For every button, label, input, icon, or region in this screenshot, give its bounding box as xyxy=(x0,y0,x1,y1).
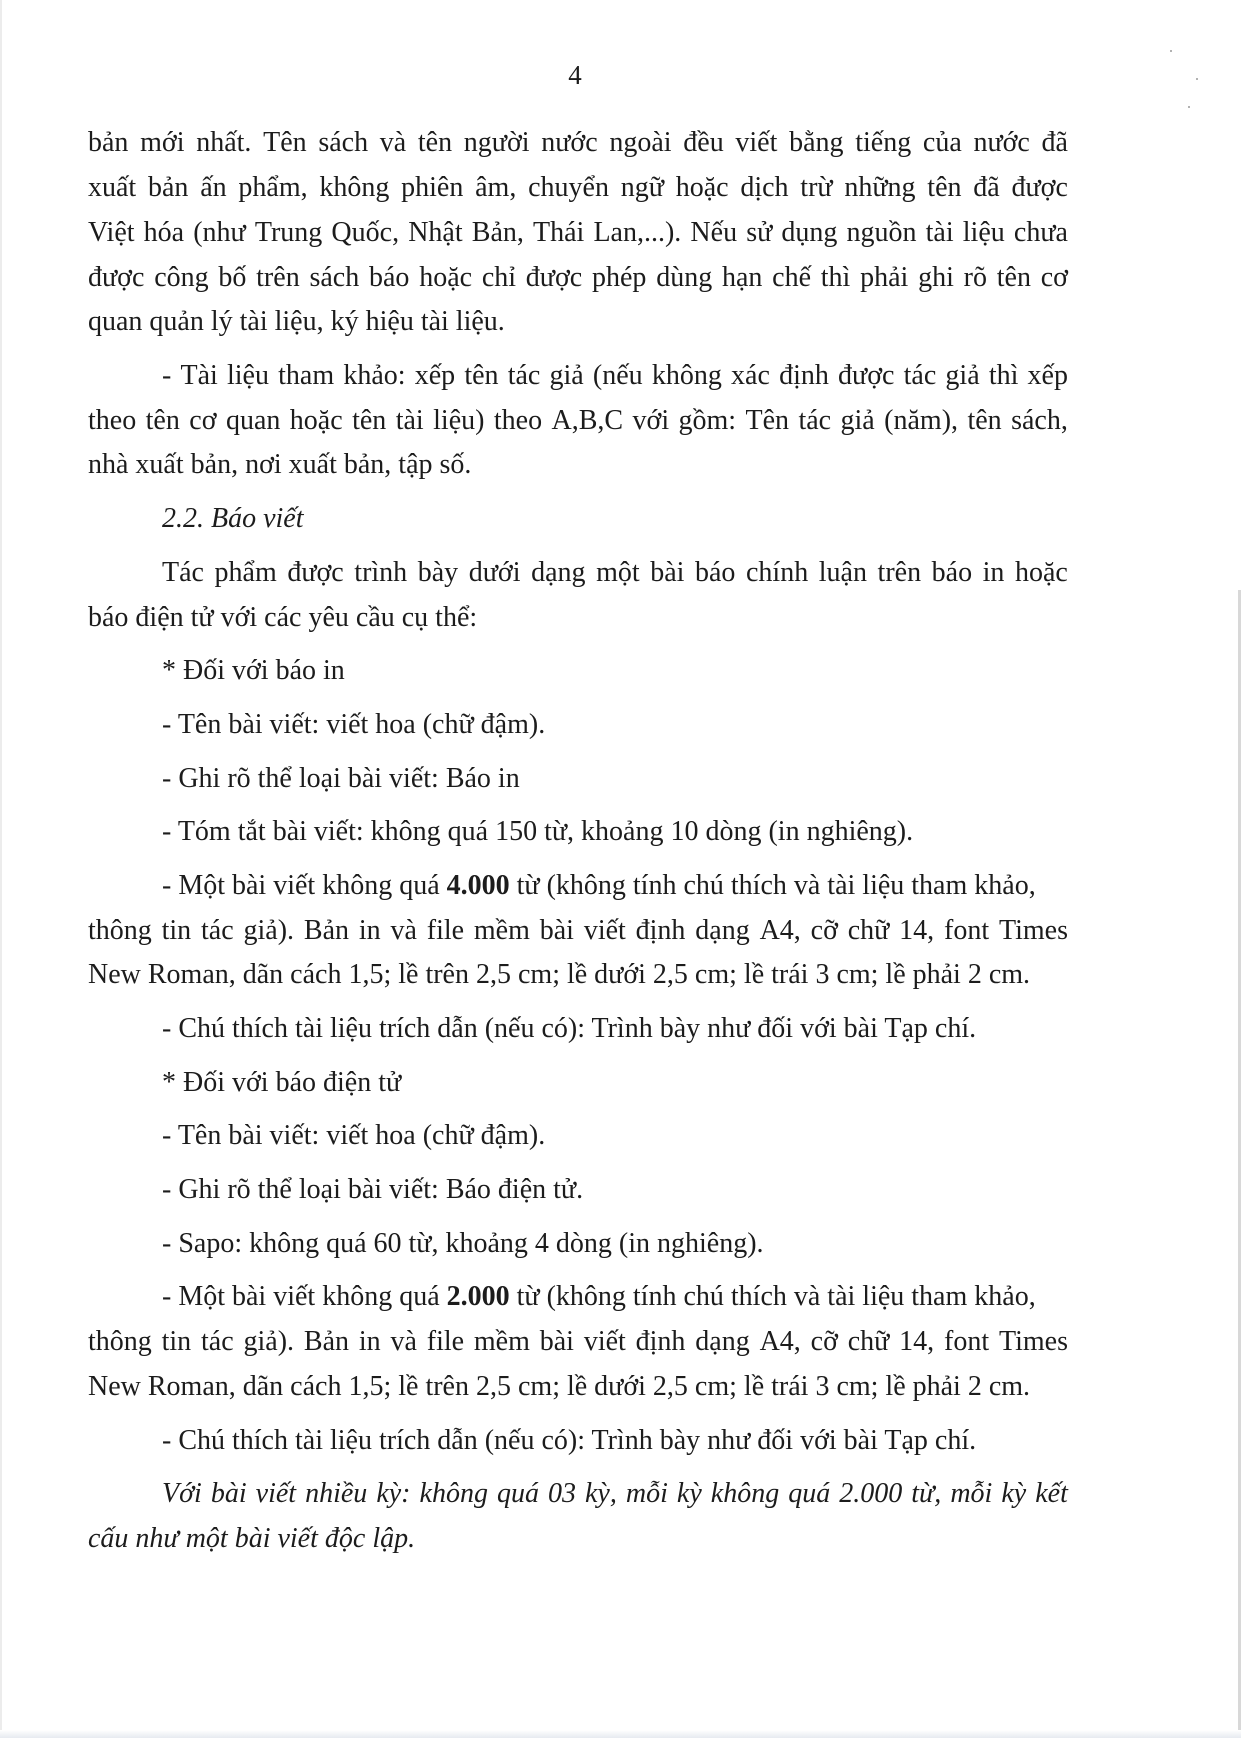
word: in xyxy=(358,1326,381,1357)
word: phiên xyxy=(401,172,464,203)
word: mỗi xyxy=(950,1478,993,1509)
word: nước xyxy=(973,127,1030,158)
word: đã xyxy=(973,172,1000,203)
scan-speck xyxy=(1196,78,1198,80)
word: trên xyxy=(256,262,300,293)
word: ấn xyxy=(200,172,227,203)
word: quá xyxy=(788,1478,831,1509)
word: Tên xyxy=(745,405,790,436)
word: bản xyxy=(88,127,129,158)
word: tên xyxy=(967,405,1002,436)
word: Tác xyxy=(162,557,204,588)
word: thì xyxy=(988,360,1019,391)
print-citation-rule: - Chú thích tài liệu trích dẫn (nếu có): Trình bày như đối với bài Tạp chí. xyxy=(162,1013,977,1044)
word: định xyxy=(779,360,829,391)
word: phép xyxy=(591,262,647,293)
word: nhất. xyxy=(196,127,252,158)
word: tên xyxy=(996,262,1031,293)
word: Bản, xyxy=(471,217,524,248)
word: (như xyxy=(193,217,246,248)
word: - xyxy=(162,360,172,391)
word: tác xyxy=(201,1326,234,1357)
word: trừ xyxy=(800,172,833,203)
word: hoặc xyxy=(675,172,729,203)
word: Nếu xyxy=(690,217,738,248)
word: bản xyxy=(147,172,189,203)
word: tin xyxy=(161,1326,192,1357)
online-genre-rule: - Ghi rõ thể loại bài viết: Báo điện tử. xyxy=(162,1174,584,1205)
word: viết xyxy=(583,1326,626,1357)
scan-speck xyxy=(1170,50,1172,52)
word: từ, xyxy=(911,1478,942,1509)
word: chính xyxy=(745,557,809,588)
word: trên xyxy=(877,557,922,588)
word: thông xyxy=(88,1326,152,1357)
print-format-line-3: New Roman, dãn cách 1,5; lề trên 2,5 cm; lề dưới 2,5 cm; lề trái 3 cm; lề phải 2 cm. xyxy=(88,959,1031,990)
print-header: * Đối với báo in xyxy=(162,655,345,686)
word: kỳ: xyxy=(376,1478,411,1509)
word: tên xyxy=(352,405,387,436)
para1-line-2 xyxy=(88,171,1068,205)
print-summary-rule: - Tóm tắt bài viết: không quá 150 từ, khoảng 10 dòng (in nghiêng). xyxy=(162,816,914,847)
word: 2.000 xyxy=(839,1478,903,1509)
references-line-2 xyxy=(88,404,1068,438)
word: không xyxy=(419,1478,488,1509)
word: Lan,...). xyxy=(593,217,682,248)
word: không xyxy=(319,172,390,203)
word: Với xyxy=(162,1478,202,1509)
word: Times xyxy=(998,1326,1068,1357)
word: rõ xyxy=(963,262,987,293)
para1-line-3 xyxy=(88,216,1068,250)
word: A,B,C xyxy=(551,405,624,436)
word: tác xyxy=(201,915,234,946)
word: quan xyxy=(225,405,281,436)
online-length-rule: - Một bài viết không quá 2.000 từ (không tính chú thích và tài liệu tham khảo, xyxy=(162,1281,1036,1312)
page-number: 4 xyxy=(568,60,582,90)
word: hoặc xyxy=(289,405,343,436)
online-format-line-2 xyxy=(88,1325,1068,1359)
word: Nhật xyxy=(408,217,463,248)
word: thì xyxy=(820,262,851,293)
word: dụng xyxy=(781,217,838,248)
word: giả xyxy=(549,360,584,391)
word: một xyxy=(596,557,640,588)
word: nước xyxy=(541,127,598,158)
online-title-rule: - Tên bài viết: viết hoa (chữ đậm). xyxy=(162,1120,546,1151)
word: dưới xyxy=(468,557,521,588)
references-line-1 xyxy=(162,359,1068,393)
word: 14, xyxy=(899,1326,935,1357)
word: Bản xyxy=(303,1326,349,1357)
para1-line-4 xyxy=(88,261,1068,295)
word: chưa xyxy=(1013,217,1068,248)
word: tài xyxy=(925,217,954,248)
word: chuyển xyxy=(528,172,609,203)
word: liệu xyxy=(226,360,269,391)
word: xếp xyxy=(1027,360,1068,391)
word: sách xyxy=(309,262,360,293)
word: hoặc xyxy=(419,262,473,293)
scan-bottom-edge xyxy=(0,1730,1241,1738)
para1-line-1 xyxy=(88,126,1068,160)
word: giả). xyxy=(243,1326,295,1357)
word: khảo: xyxy=(343,360,406,391)
word: chữ xyxy=(847,1326,890,1357)
word: cơ xyxy=(189,405,217,436)
word: những xyxy=(844,172,916,203)
word: giả). xyxy=(243,915,295,946)
references-line-3: nhà xuất bản, nơi xuất bản, tập số. xyxy=(88,449,472,480)
word: người xyxy=(463,127,530,158)
word: báo xyxy=(694,557,736,588)
word: cơ xyxy=(1040,262,1068,293)
word: xếp xyxy=(414,360,456,391)
word: cỡ xyxy=(810,1326,838,1357)
online-sapo-rule: - Sapo: không quá 60 từ, khoảng 4 dòng (in nghiêng). xyxy=(162,1228,764,1259)
word: mềm xyxy=(473,1326,530,1357)
word: đã xyxy=(1041,127,1068,158)
word: A4, xyxy=(759,915,801,946)
word: file xyxy=(426,1326,465,1357)
word: dịch xyxy=(740,172,789,203)
word: mềm xyxy=(473,915,530,946)
online-citation-rule: - Chú thích tài liệu trích dẫn (nếu có): Trình bày như đối với bài Tạp chí. xyxy=(162,1425,977,1456)
word: thông xyxy=(88,915,152,946)
word: tên xyxy=(145,405,180,436)
word: được xyxy=(838,360,895,391)
word: và xyxy=(379,127,407,158)
word: giả xyxy=(840,405,875,436)
word: luận xyxy=(818,557,867,588)
word: (nếu xyxy=(592,360,643,391)
word: Bản xyxy=(303,915,349,946)
word: Times xyxy=(998,915,1068,946)
word: ghi xyxy=(918,262,954,293)
word: 14, xyxy=(899,915,935,946)
word: kỳ xyxy=(676,1478,702,1509)
word: với xyxy=(632,405,670,436)
word: Thái xyxy=(533,217,585,248)
intro-line-2: báo điện tử với các yêu cầu cụ thể: xyxy=(88,602,478,633)
word: trình xyxy=(354,557,408,588)
intro-line-1 xyxy=(162,556,1068,590)
word: mới xyxy=(140,127,185,158)
word: ngoài xyxy=(609,127,672,158)
scan-speck xyxy=(1188,106,1190,108)
word: Tên xyxy=(263,127,307,158)
word: không xyxy=(710,1478,780,1509)
word: 03 xyxy=(547,1478,576,1509)
word: giả xyxy=(945,360,980,391)
online-word-limit: 2.000 xyxy=(446,1281,510,1312)
word: nhiều xyxy=(305,1478,368,1509)
word: liệu) xyxy=(433,405,485,436)
word: âm, xyxy=(475,172,517,203)
word: dạng xyxy=(695,915,750,946)
word: và xyxy=(390,915,417,946)
word: Tài xyxy=(180,360,218,391)
word: tác xyxy=(903,360,937,391)
word: in xyxy=(358,915,381,946)
word: hóa xyxy=(143,217,185,248)
word: tác xyxy=(798,405,832,436)
word: công xyxy=(154,262,209,293)
word: báo xyxy=(931,557,973,588)
word: phẩm, xyxy=(238,172,308,203)
word: sử xyxy=(746,217,773,248)
word: chỉ xyxy=(481,262,517,293)
word: bằng xyxy=(789,127,844,158)
word: tác xyxy=(507,360,541,391)
word: tiếng xyxy=(855,127,912,158)
word: phải xyxy=(860,262,909,293)
word: (năm), xyxy=(884,405,959,436)
word: theo xyxy=(88,405,137,436)
word: liệu xyxy=(962,217,1005,248)
word: viết xyxy=(255,1478,297,1509)
word: được xyxy=(88,262,145,293)
word: và xyxy=(390,1326,417,1357)
word: không xyxy=(651,360,722,391)
word: quá xyxy=(496,1478,539,1509)
word: định xyxy=(635,915,686,946)
word: được xyxy=(525,262,583,293)
word: phẩm xyxy=(214,557,277,588)
word: dùng xyxy=(656,262,713,293)
word: xác xyxy=(731,360,770,391)
word: font xyxy=(944,1326,990,1357)
word: nguồn xyxy=(846,217,917,248)
word: tham xyxy=(278,360,335,391)
word: bày xyxy=(417,557,459,588)
word: theo xyxy=(493,405,543,436)
word: tin xyxy=(161,915,192,946)
word: bài xyxy=(210,1478,247,1509)
word: chế xyxy=(772,262,812,293)
word: xuất xyxy=(88,172,137,203)
print-title-rule: - Tên bài viết: viết hoa (chữ đậm). xyxy=(162,709,546,740)
word: A4, xyxy=(759,1326,801,1357)
word: mỗi xyxy=(625,1478,668,1509)
word: tên xyxy=(464,360,499,391)
word: Quốc, xyxy=(331,217,400,248)
word: ngữ xyxy=(620,172,664,203)
word: Trung xyxy=(254,217,323,248)
word: đều xyxy=(683,127,724,158)
word: bài xyxy=(650,557,685,588)
word: bố xyxy=(218,262,247,293)
word: tài xyxy=(395,405,424,436)
word: gồm: xyxy=(678,405,737,436)
word: dạng xyxy=(531,557,586,588)
scan-left-edge xyxy=(0,0,2,1738)
word: file xyxy=(426,915,465,946)
print-genre-rule: - Ghi rõ thể loại bài viết: Báo in xyxy=(162,763,520,794)
online-header: * Đối với báo điện tử xyxy=(162,1067,402,1098)
series-note-line-1 xyxy=(162,1477,1068,1511)
series-note-line-2: cấu như một bài viết độc lập. xyxy=(88,1523,416,1554)
word: hạn xyxy=(721,262,763,293)
word: in xyxy=(982,557,1005,588)
word: sách, xyxy=(1011,405,1068,436)
word: bài xyxy=(539,1326,574,1357)
word: hoặc xyxy=(1014,557,1068,588)
word: cỡ xyxy=(810,915,838,946)
word: báo xyxy=(368,262,410,293)
word: bài xyxy=(539,915,574,946)
word: được xyxy=(287,557,344,588)
word: Việt xyxy=(88,217,135,248)
word: kỳ, xyxy=(585,1478,617,1509)
word: của xyxy=(922,127,962,158)
para1-line-5: quan quản lý tài liệu, ký hiệu tài liệu. xyxy=(88,306,505,337)
word: chữ xyxy=(847,915,890,946)
word: tên xyxy=(927,172,962,203)
word: tên xyxy=(417,127,453,158)
word: font xyxy=(944,915,990,946)
word: viết xyxy=(735,127,778,158)
section-heading: 2.2. Báo viết xyxy=(162,503,304,534)
print-word-limit: 4.000 xyxy=(446,870,510,901)
word: dạng xyxy=(695,1326,750,1357)
word: kỳ xyxy=(1001,1478,1027,1509)
print-format-line-2 xyxy=(88,914,1068,948)
word: sách xyxy=(318,127,369,158)
word: được xyxy=(1011,172,1068,203)
word: viết xyxy=(583,915,626,946)
online-format-line-3: New Roman, dãn cách 1,5; lề trên 2,5 cm; lề dưới 2,5 cm; lề trái 3 cm; lề phải 2 cm. xyxy=(88,1371,1031,1402)
word: kết xyxy=(1035,1478,1068,1509)
print-length-rule: - Một bài viết không quá 4.000 từ (không tính chú thích và tài liệu tham khảo, xyxy=(162,870,1036,901)
word: định xyxy=(635,1326,686,1357)
